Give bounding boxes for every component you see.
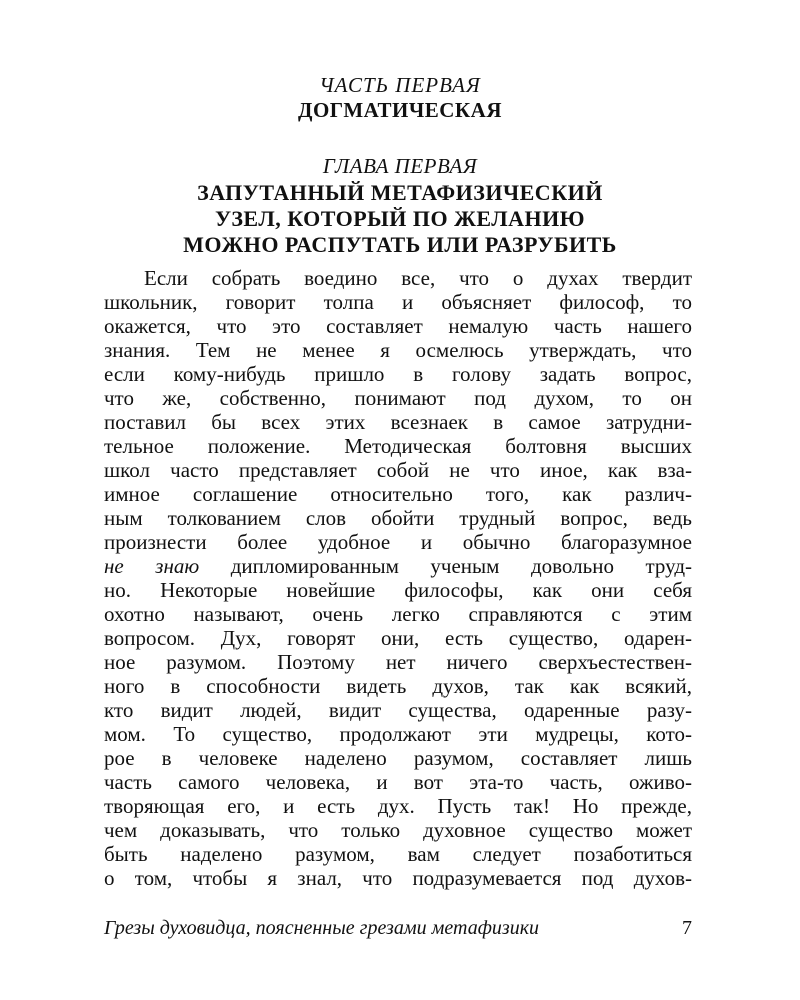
text-line: о том, чтобы я знал, что подразумевается под духов- — [104, 866, 692, 890]
page-number: 7 — [682, 917, 692, 939]
text-line: тельное положение. Методическая болтовня высших — [104, 434, 692, 458]
chapter-title-line: МОЖНО РАСПУТАТЬ ИЛИ РАЗРУБИТЬ — [183, 232, 617, 257]
text-line: кто видит людей, видит существа, одаренные разу- — [104, 698, 692, 722]
running-title: Грезы духовидца, поясненные грезами метафизики — [104, 917, 540, 939]
text-line: вопросом. Дух, говорят они, есть существо, одарен- — [104, 626, 692, 650]
chapter-title — [0, 180, 800, 258]
text-line: окажется, что это составляет немалую часть нашего — [104, 314, 692, 338]
text-line: имное соглашение относительно того, как различ- — [104, 482, 692, 506]
text-line: ным толкованием слов обойти трудный вопрос, ведь — [104, 506, 692, 530]
part-label: ЧАСТЬ ПЕРВАЯ — [319, 73, 481, 97]
text-line: если кому-нибудь пришло в голову задать вопрос, — [104, 362, 692, 386]
text-line: школьник, говорит толпа и объясняет философ, то — [104, 290, 692, 314]
chapter-title-line: УЗЕЛ, КОТОРЫЙ ПО ЖЕЛАНИЮ — [214, 206, 586, 231]
text-line: но. Некоторые новейшие философы, как они себя — [104, 578, 692, 602]
text-line: мом. То существо, продолжают эти мудрецы, кото- — [104, 722, 692, 746]
text-line: творяющая его, и есть дух. Пусть так! Но прежде, — [104, 794, 692, 818]
text-line: знания. Тем не менее я осмелюсь утверждать, что — [104, 338, 692, 362]
chapter-title-line: ЗАПУТАННЫЙ МЕТАФИЗИЧЕСКИЙ — [197, 180, 603, 205]
text-line: рое в человеке наделено разумом, составляет лишь — [104, 746, 692, 770]
text-line: произнести более удобное и обычно благоразумное — [104, 530, 692, 554]
text-line: чем доказывать, что только духовное существо может — [104, 818, 692, 842]
body-text — [104, 266, 692, 890]
text-line: ное разумом. Поэтому нет ничего сверхъестествен- — [104, 650, 692, 674]
text-line: охотно называют, очень легко справляются с этим — [104, 602, 692, 626]
italic-phrase: не знаю — [104, 554, 200, 578]
text-line: поставил бы всех этих всезнаек в самое затрудни- — [104, 410, 692, 434]
text-line: Если собрать воедино все, что о духах твердит — [144, 266, 692, 290]
text-line: что же, собственно, понимают под духом, то он — [104, 386, 692, 410]
text-fragment: дипломированным ученым довольно труд- — [199, 554, 692, 578]
text-line-with-italic — [104, 554, 692, 578]
text-line: школ часто представляет собой не что иное, как вза- — [104, 458, 692, 482]
part-title: ДОГМАТИЧЕСКАЯ — [298, 98, 502, 122]
text-line: часть самого человека, и вот эта-то часть, оживо- — [104, 770, 692, 794]
text-line: ного в способности видеть духов, так как всякий, — [104, 674, 692, 698]
text-line: быть наделено разумом, вам следует позаботиться — [104, 842, 692, 866]
chapter-label: ГЛАВА ПЕРВАЯ — [322, 154, 478, 178]
